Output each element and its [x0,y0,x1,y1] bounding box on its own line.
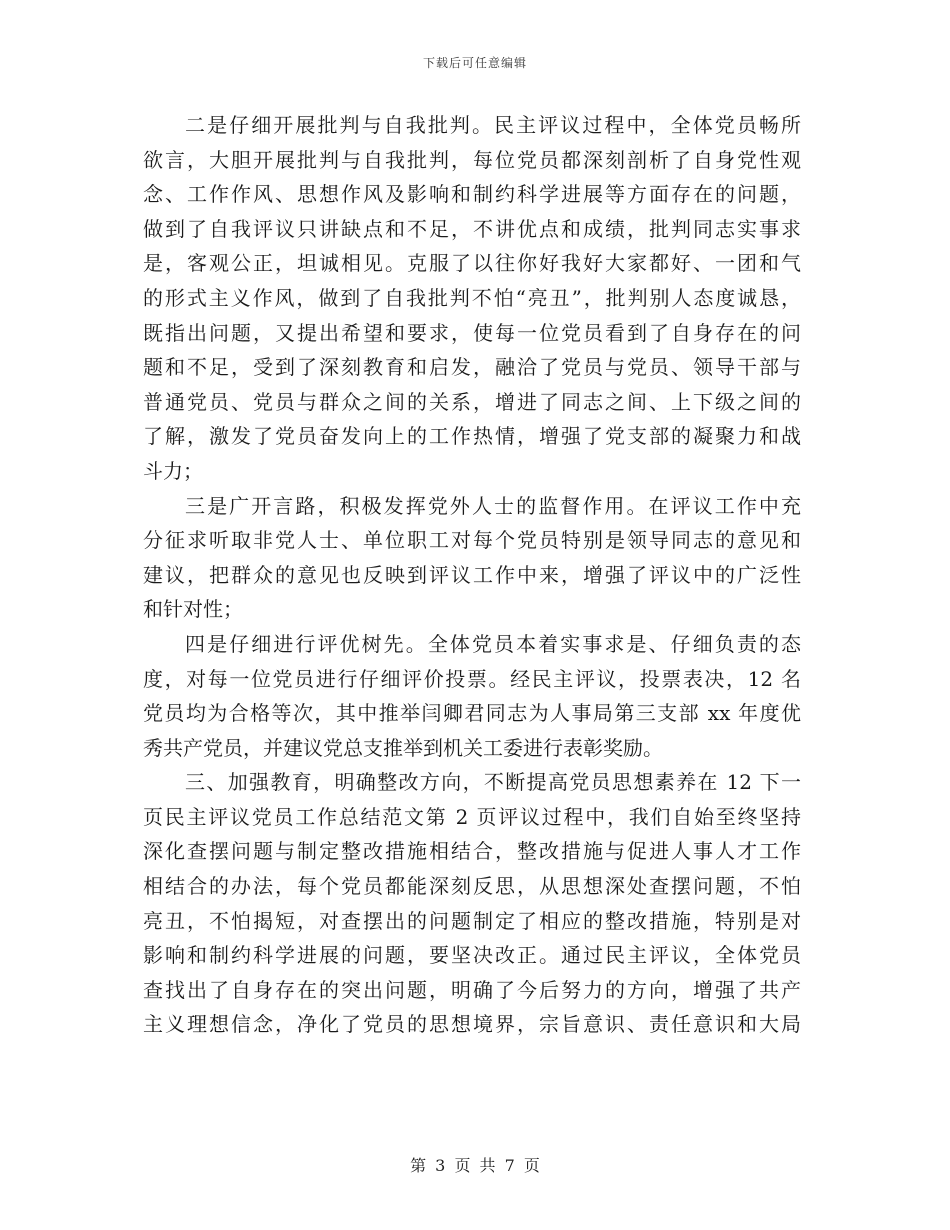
page-header: 下载后可任意编辑 [422,56,527,70]
text-line: 普通党员、党员与群众之间的关系，增进了同志之间、上下级之间的 [143,389,801,414]
text-line: 页民主评议党员工作总结范文第 2 页评议过程中，我们自始至终坚持 [143,804,801,829]
text-line: 主义理想信念，净化了党员的思想境界，宗旨意识、责任意识和大局 [143,1012,801,1037]
text-line: 建议，把群众的意见也反映到评议工作中来，增强了评议中的广泛性 [143,562,801,587]
text-line: 深化查摆问题与制定整改措施相结合，整改措施与促进人事人才工作 [143,839,801,864]
paragraph [143,108,801,489]
text-line: 是，客观公正，坦诚相见。克服了以往你好我好大家都好、一团和气 [143,251,801,276]
text-line: 斗力； [143,458,203,483]
page-number: 第 3 页 共 7 页 [410,1156,540,1175]
text-line: 题和不足，受到了深刻教育和启发，融洽了党员与党员、领导干部与 [143,355,801,380]
text-line: 三、加强教育，明确整改方向，不断提高党员思想素养在 12 下一 [185,770,801,795]
text-line: 念、工作作风、思想作风及影响和制约科学进展等方面存在的问题， [143,182,801,207]
paragraph [143,765,801,1042]
text-line: 二是仔细开展批判与自我批判。民主评议过程中，全体党员畅所 [185,113,801,137]
text-line: 影响和制约科学进展的问题，要坚决改正。通过民主评议，全体党员 [143,943,801,968]
text-line: 分征求听取非党人士、单位职工对每个党员特别是领导同志的意见和 [143,528,801,553]
text-line: 四是仔细进行评优树先。全体党员本着实事求是、仔细负责的态 [185,631,801,656]
text-line: 欲言，大胆开展批判与自我批判，每位党员都深刻剖析了自身党性观 [143,147,801,172]
text-line: 的形式主义作风，做到了自我批判不怕“亮丑”，批判别人态度诚恳， [143,285,801,310]
text-line: 党员均为合格等次，其中推举闫卿君同志为人事局第三支部 xx 年度优 [143,701,801,726]
text-line: 查找出了自身存在的突出问题，明确了今后努力的方向，增强了共产 [143,977,801,1002]
document-body [143,108,801,1042]
text-line: 度，对每一位党员进行仔细评价投票。经民主评议，投票表决，12 名 [143,666,801,691]
text-line: 了解，激发了党员奋发向上的工作热情，增强了党支部的凝聚力和战 [143,424,801,449]
paragraph [143,627,801,765]
text-line: 相结合的办法，每个党员都能深刻反思，从思想深处查摆问题，不怕 [143,874,801,899]
text-line: 做到了自我评议只讲缺点和不足，不讲优点和成绩，批判同志实事求 [143,216,801,241]
text-line: 既指出问题，又提出希望和要求，使每一位党员看到了自身存在的问 [143,320,801,345]
text-line: 和针对性； [143,597,243,622]
text-line: 亮丑，不怕揭短，对查摆出的问题制定了相应的整改措施，特别是对 [143,908,801,933]
paragraph [143,489,801,627]
text-line: 秀共产党员，并建议党总支推举到机关工委进行表彰奖励。 [143,735,663,760]
text-line: 三是广开言路，积极发挥党外人士的监督作用。在评议工作中充 [185,493,801,518]
